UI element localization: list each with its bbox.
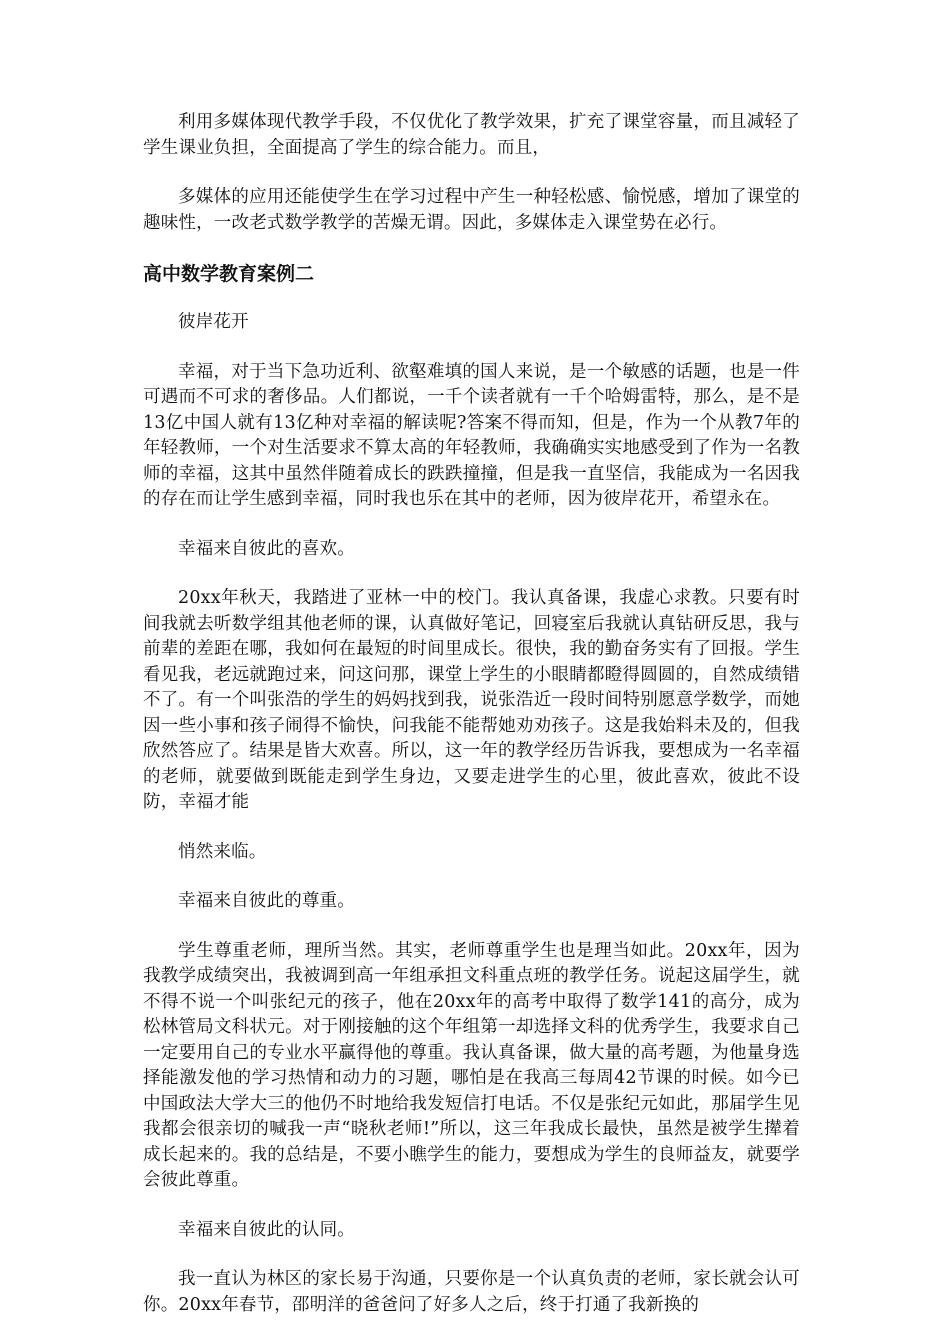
- subheading-respect: 幸福来自彼此的尊重。: [178, 891, 355, 911]
- paragraph-liking: 20xx年秋天，我踏进了亚林一中的校门。我认真备课，我虚心求教。只要有时间我就去听数学组其他老师的课，认真做好笔记，回寝室后我就认真钻研反思，我与前辈的差距在哪，我如何在最短的时间里成长。很快，我的勤奋务实有了回报。学生看见我，老远就跑过来，问这问那，课堂上学生的小眼睛都瞪得圆圆的，自然成绩错不了。有一个叫张浩的学生的妈妈找到我，说张浩近一段时间特别愿意学数学，而她因一些小事和孩子闹得不愉快，问我能不能帮她劝劝孩子。这是我始料未及的，但我欣然答应了。结果是皆大欢喜。所以，这一年的教学经历告诉我，要想成为一名幸福的老师，就要做到既能走到学生身边，又要走进学生的心里，彼此喜欢，彼此不设防，幸福才能: [143, 588, 800, 812]
- paragraph-multimedia-1: 利用多媒体现代教学手段，不仅优化了教学效果，扩充了课堂容量，而且减轻了学生课业负担，全面提高了学生的综合能力。而且，: [143, 112, 800, 158]
- paragraph-recognition: 我一直认为林区的家长易于沟通，只要你是一个认真负责的老师，家长就会认可你。20xx年春节，邵明洋的爸爸问了好多人之后，终于打通了我新换的: [143, 1269, 800, 1315]
- paragraph-liking-end: 悄然来临。: [178, 841, 267, 862]
- paragraph-happiness-intro: 幸福，对于当下急功近利、欲壑难填的国人来说，是一个敏感的话题，也是一件可遇而不可求的奢侈品。人们都说，一千个读者就有一千个哈姆雷特，那么，是不是13亿中国人就有13亿种对幸福的解读呢?答案不得而知，但是，作为一个从教7年的年轻教师，一个对生活要求不算太高的年轻教师，我确确实实地感受到了作为一名教师的幸福，这其中虽然伴随着成长的跌跌撞撞，但是我一直坚信，我能成为一名因我的存在而让学生感到幸福，同时我也乐在其中的老师，因为彼岸花开，希望永在。: [143, 361, 800, 509]
- section-heading: 高中数学教育案例二: [143, 263, 315, 285]
- article-subtitle: 彼岸花开: [178, 312, 249, 332]
- subheading-liking: 幸福来自彼此的喜欢。: [178, 538, 355, 559]
- paragraph-multimedia-2: 多媒体的应用还能使学生在学习过程中产生一种轻松感、愉悦感，增加了课堂的趣味性，一改老式数学教学的苦燥无谓。因此，多媒体走入课堂势在必行。: [143, 187, 800, 233]
- subheading-recognition: 幸福来自彼此的认同。: [178, 1219, 355, 1240]
- paragraph-respect: 学生尊重老师，理所当然。其实，老师尊重学生也是理当如此。20xx年，因为我教学成绩突出，我被调到高一年组承担文科重点班的教学任务。说起这届学生，就不得不说一个叫张纪元的孩子，他在20xx年的高考中取得了数学141的高分，成为松林管局文科状元。对于刚接触的这个年组第一却选择文科的优秀学生，我要求自己一定要用自己的专业水平赢得他的尊重。我认真备课，做大量的高考题，为他量身选择能激发他的学习热情和动力的习题，哪怕是在我高三每周42节课的时候。如今已中国政法大学大三的他仍不时地给我发短信打电话。不仅是张纪元如此，那届学生见我都会很亲切的喊我一声“晓秋老师!”所以，这三年我成长最快，虽然是被学生撵着成长起来的。我的总结是，不要小瞧学生的能力，要想成为学生的良师益友，就要学会彼此尊重。: [143, 940, 800, 1190]
